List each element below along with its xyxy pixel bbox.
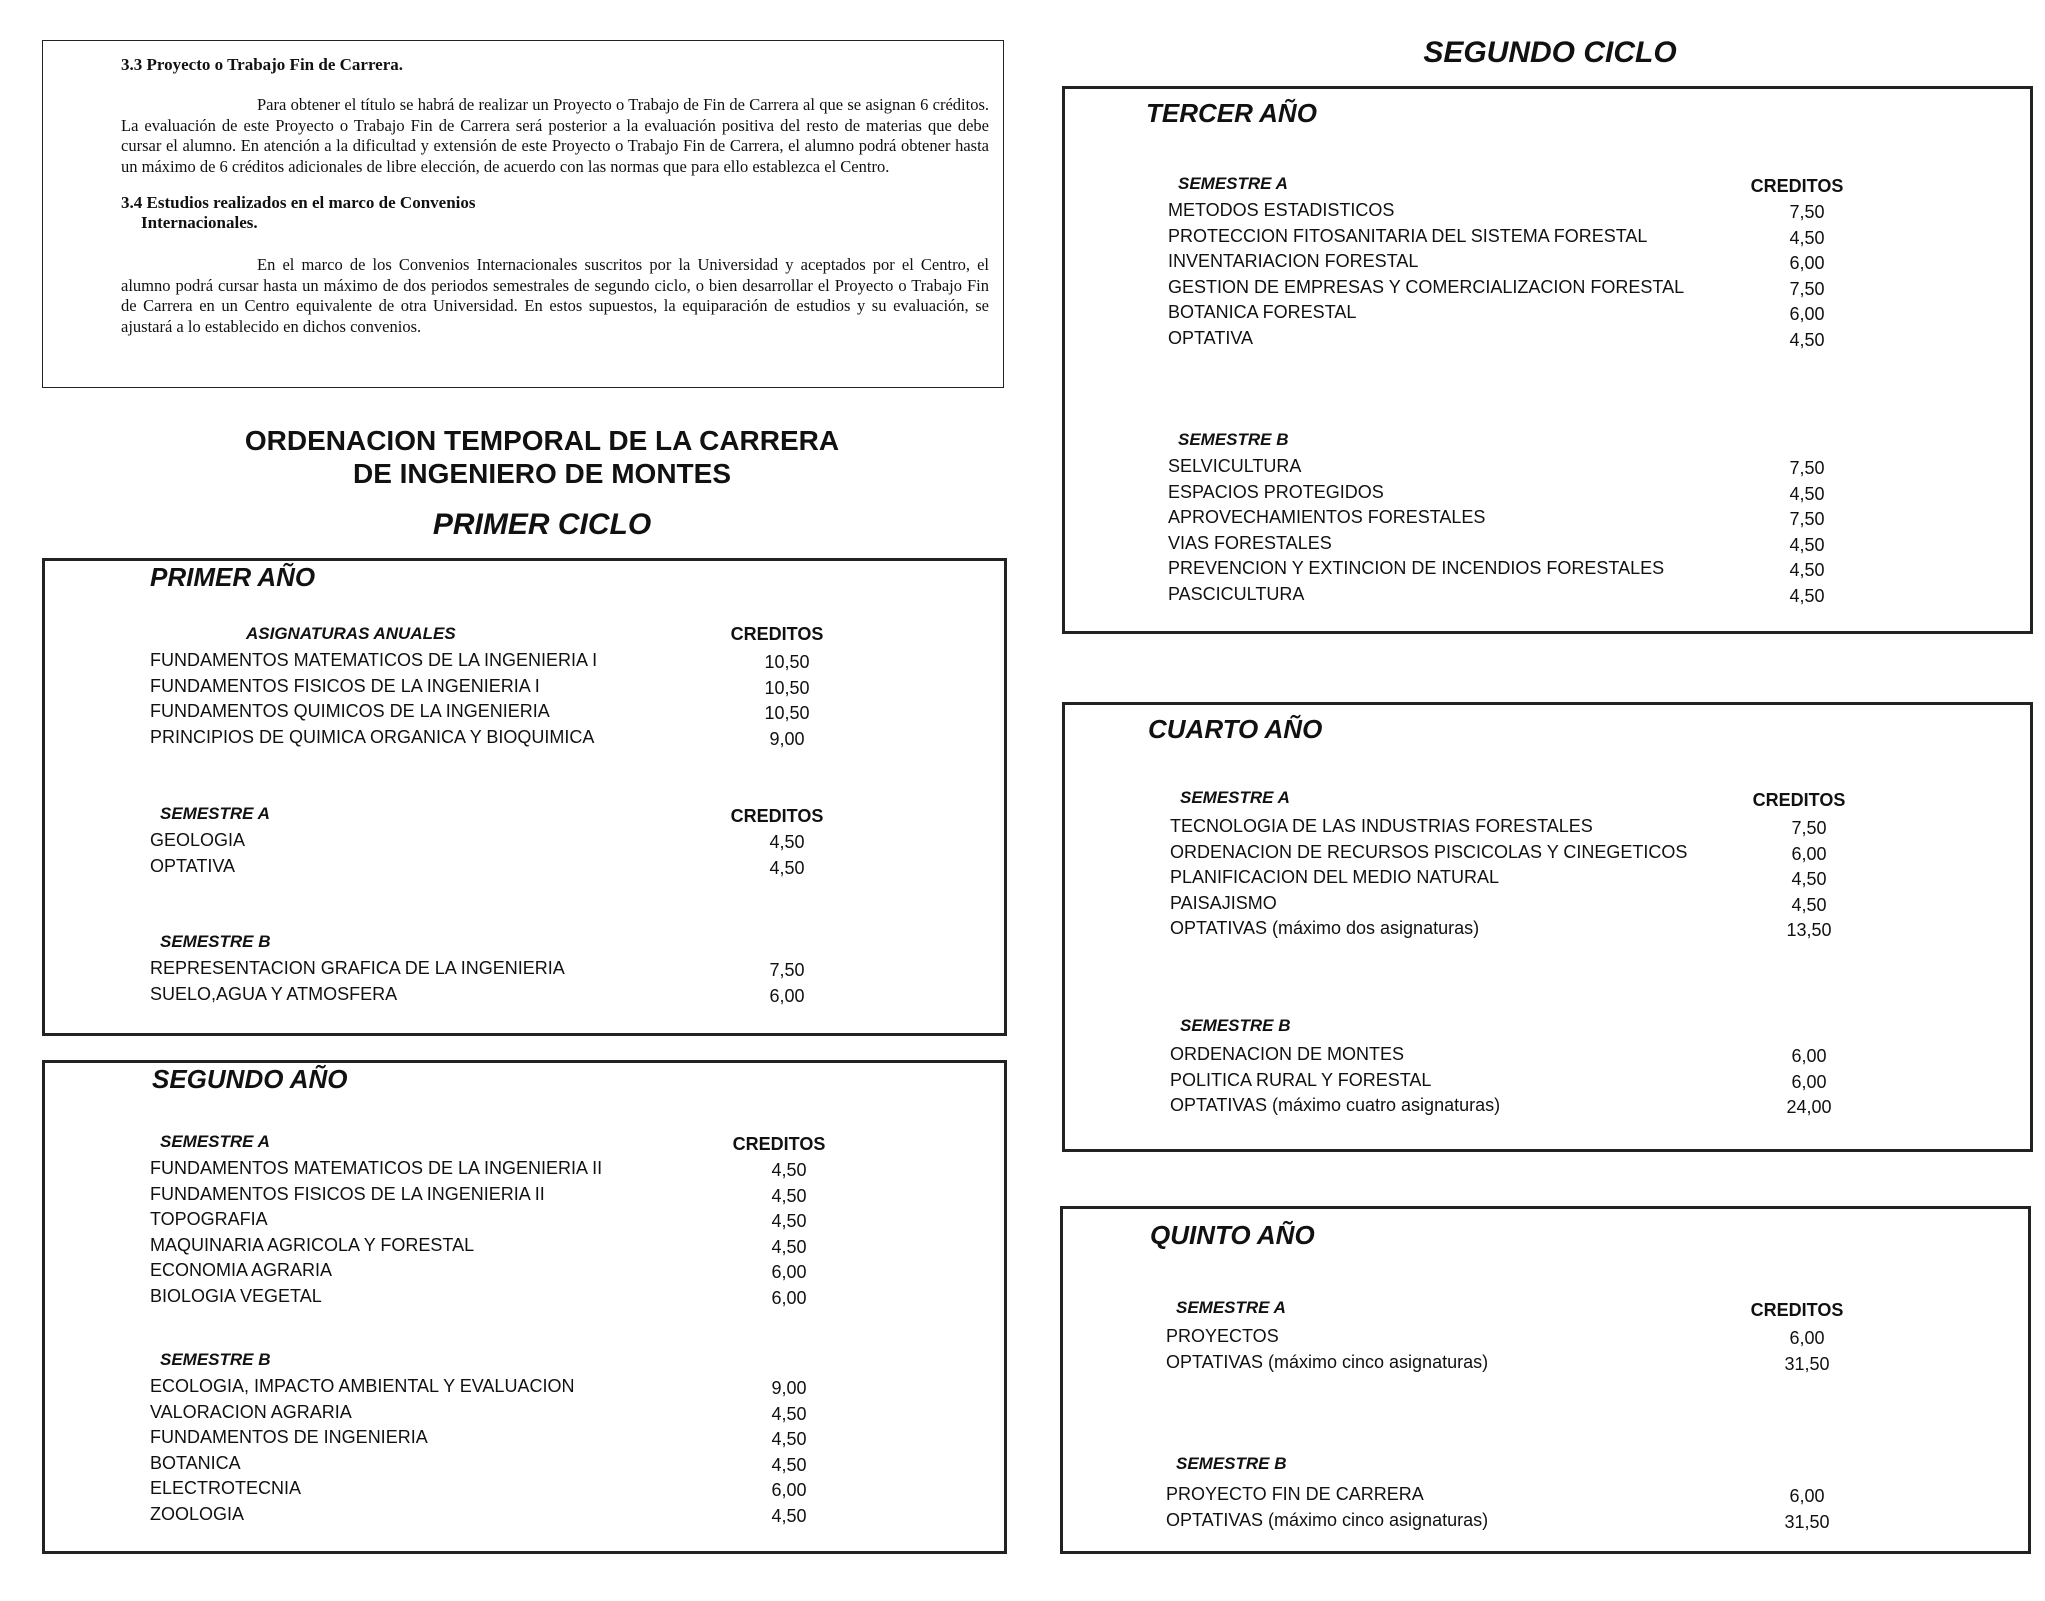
course-name: FUNDAMENTOS MATEMATICOS DE LA INGENIERIA II xyxy=(150,1158,603,1178)
credits-column-header: CREDITOS xyxy=(732,1134,826,1154)
segundo-ciclo-heading: SEGUNDO CICLO xyxy=(1423,36,1677,69)
course-name: POLITICA RURAL Y FORESTAL xyxy=(1170,1069,1432,1090)
group-header: SEMESTRE A xyxy=(1176,1298,1286,1317)
group-header: SEMESTRE A xyxy=(160,804,270,823)
course-credits: 4,50 xyxy=(1789,330,1825,350)
course-name: BOTANICA FORESTAL xyxy=(1168,302,1357,323)
course-name: TOPOGRAFIA xyxy=(150,1209,268,1230)
year-title-y3: TERCER AÑO xyxy=(1146,98,1317,128)
course-name: OPTATIVAS (máximo cuatro asignaturas) xyxy=(1170,1095,1501,1116)
course-credits: 6,00 xyxy=(1789,304,1825,325)
course-credits: 7,50 xyxy=(1789,202,1825,222)
group-header: SEMESTRE B xyxy=(1180,1016,1291,1035)
page-title xyxy=(42,424,1042,490)
course-name: APROVECHAMIENTOS FORESTALES xyxy=(1168,507,1486,528)
credits-column-header: CREDITOS xyxy=(1750,1300,1844,1320)
credits-column-header: CREDITOS xyxy=(730,806,824,826)
course-name: GESTION DE EMPRESAS Y COMERCIALIZACION FORESTAL xyxy=(1168,276,1685,297)
group-header: SEMESTRE B xyxy=(1176,1454,1287,1473)
course-credits: 9,00 xyxy=(769,728,805,749)
credits-column-header: CREDITOS xyxy=(730,624,824,644)
course-credits: 7,50 xyxy=(1789,278,1825,299)
course-credits: 4,50 xyxy=(1789,560,1825,581)
course-name: PRINCIPIOS DE QUIMICA ORGANICA Y BIOQUIMICA xyxy=(150,726,595,747)
group-header: SEMESTRE A xyxy=(160,1132,270,1151)
course-credits: 6,00 xyxy=(1789,1486,1825,1506)
course-name: OPTATIVA xyxy=(150,855,236,876)
course-credits: 6,00 xyxy=(771,1288,807,1308)
course-name: ZOOLOGIA xyxy=(150,1504,245,1524)
course-name: OPTATIVAS (máximo cinco asignaturas) xyxy=(1166,1351,1489,1372)
course-name: PREVENCION Y EXTINCION DE INCENDIOS FORESTALES xyxy=(1168,558,1665,579)
course-name: FUNDAMENTOS QUIMICOS DE LA INGENIERIA xyxy=(150,701,550,722)
course-name: METODOS ESTADISTICOS xyxy=(1168,200,1395,220)
section-3-4-text: En el marco de los Convenios Internacionales suscritos por la Universidad y aceptados por el Centro, el alumno podrá cursar hasta un máximo de dos periodos semestrales de segundo ciclo, o bien desarrollar el Proyecto o Trabajo Fin de Carrera en un Centro equivalente de otra Universidad. En estos supuestos, la equiparación de estudios y su evaluación, se ajustará a lo establecido en dichos convenios. xyxy=(121,255,989,336)
group-header: SEMESTRE B xyxy=(160,932,271,951)
course-name: ORDENACION DE RECURSOS PISCICOLAS Y CINEGETICOS xyxy=(1170,841,1688,862)
course-credits: 6,00 xyxy=(1791,1071,1827,1092)
course-credits: 4,50 xyxy=(1789,586,1825,606)
course-credits: 9,00 xyxy=(771,1378,807,1398)
course-credits: 31,50 xyxy=(1784,1353,1830,1374)
course-name: GEOLOGIA xyxy=(150,830,246,850)
credits-column-header: CREDITOS xyxy=(1750,176,1844,196)
year-title-y2: SEGUNDO AÑO xyxy=(152,1064,348,1094)
course-name: BIOLOGIA VEGETAL xyxy=(150,1286,322,1306)
course-name: FUNDAMENTOS FISICOS DE LA INGENIERIA I xyxy=(150,675,540,696)
group-header: SEMESTRE A xyxy=(1178,174,1288,193)
course-credits: 4,50 xyxy=(1789,483,1825,504)
course-credits: 7,50 xyxy=(1791,818,1827,838)
course-name: INVENTARIACION FORESTAL xyxy=(1168,251,1419,272)
course-name: FUNDAMENTOS FISICOS DE LA INGENIERIA II xyxy=(150,1183,545,1204)
course-credits: 6,00 xyxy=(769,985,805,1006)
course-credits: 4,50 xyxy=(771,1454,807,1475)
course-name: PROYECTO FIN DE CARRERA xyxy=(1166,1484,1424,1504)
course-name: BOTANICA xyxy=(150,1452,241,1473)
course-credits: 10,50 xyxy=(764,677,810,698)
course-credits: 4,50 xyxy=(771,1185,807,1206)
course-name: OPTATIVAS (máximo dos asignaturas) xyxy=(1170,918,1480,939)
course-name: PASCICULTURA xyxy=(1168,584,1305,604)
course-credits: 4,50 xyxy=(771,1506,807,1526)
course-name: SELVICULTURA xyxy=(1168,456,1302,476)
course-credits: 6,00 xyxy=(771,1262,807,1283)
course-credits: 31,50 xyxy=(1784,1511,1830,1532)
section-3-3-heading: 3.3 Proyecto o Trabajo Fin de Carrera. xyxy=(121,55,404,74)
rules-section xyxy=(42,40,1004,388)
course-name: ESPACIOS PROTEGIDOS xyxy=(1168,481,1384,502)
course-name: REPRESENTACION GRAFICA DE LA INGENIERIA xyxy=(150,958,565,978)
course-credits: 10,50 xyxy=(764,703,810,724)
section-3-4-heading-line1: 3.4 Estudios realizados en el marco de Convenios xyxy=(121,193,476,212)
course-name: ECOLOGIA, IMPACTO AMBIENTAL Y EVALUACION xyxy=(150,1376,575,1396)
year-title-y4: CUARTO AÑO xyxy=(1148,714,1323,744)
course-credits: 4,50 xyxy=(769,832,805,852)
course-name: PROYECTOS xyxy=(1166,1326,1279,1346)
group-header: SEMESTRE B xyxy=(160,1350,271,1369)
course-name: PAISAJISMO xyxy=(1170,892,1277,913)
course-credits: 6,00 xyxy=(1791,843,1827,864)
course-name: VALORACION AGRARIA xyxy=(150,1401,352,1422)
group-header: SEMESTRE A xyxy=(1180,788,1290,807)
course-credits: 4,50 xyxy=(1789,227,1825,248)
course-credits: 4,50 xyxy=(1791,894,1827,915)
section-3-3-text: Para obtener el título se habrá de realizar un Proyecto o Trabajo de Fin de Carrera al que se asignan 6 créditos. La evaluación de este Proyecto o Trabajo Fin de Carrera será posterior a la evaluación positiva del resto de materias que debe cursar el alumno. En atención a la dificultad y extensión de este Proyecto o Trabajo Fin de Carrera, el alumno podrá obtener hasta un máximo de 6 créditos adicionales de libre elección, de acuerdo con las normas que para ello establezca el Centro. xyxy=(121,95,989,176)
course-credits: 4,50 xyxy=(771,1211,807,1232)
course-credits: 4,50 xyxy=(771,1236,807,1257)
section-3-4-heading xyxy=(121,193,989,233)
course-credits: 6,00 xyxy=(1791,1046,1827,1066)
course-credits: 6,00 xyxy=(771,1480,807,1501)
page-title-line2: DE INGENIERO DE MONTES xyxy=(352,458,732,489)
course-name: VIAS FORESTALES xyxy=(1168,532,1332,553)
primer-ciclo-heading: PRIMER CICLO xyxy=(432,508,652,541)
course-name: SUELO,AGUA Y ATMOSFERA xyxy=(150,983,398,1004)
course-credits: 24,00 xyxy=(1786,1097,1832,1118)
course-name: FUNDAMENTOS DE INGENIERIA xyxy=(150,1427,428,1448)
course-credits: 4,50 xyxy=(771,1160,807,1180)
course-name: FUNDAMENTOS MATEMATICOS DE LA INGENIERIA I xyxy=(150,650,598,670)
course-name: PROTECCION FITOSANITARIA DEL SISTEMA FORESTAL xyxy=(1168,225,1648,246)
course-name: ECONOMIA AGRARIA xyxy=(150,1260,333,1281)
course-credits: 7,50 xyxy=(1789,458,1825,478)
course-credits: 4,50 xyxy=(769,857,805,878)
course-credits: 6,00 xyxy=(1789,253,1825,274)
course-credits: 4,50 xyxy=(1791,869,1827,890)
course-credits: 7,50 xyxy=(1789,509,1825,530)
section-3-4-heading-line2: Internacionales. xyxy=(141,213,258,232)
group-header: SEMESTRE B xyxy=(1178,430,1289,449)
course-name: OPTATIVAS (máximo cinco asignaturas) xyxy=(1166,1509,1489,1530)
credits-column-header: CREDITOS xyxy=(1752,790,1846,810)
group-header: ASIGNATURAS ANUALES xyxy=(246,624,456,643)
course-name: TECNOLOGIA DE LAS INDUSTRIAS FORESTALES xyxy=(1170,816,1593,836)
course-credits: 10,50 xyxy=(764,652,810,672)
course-credits: 7,50 xyxy=(769,960,805,980)
course-credits: 4,50 xyxy=(771,1403,807,1424)
course-name: ORDENACION DE MONTES xyxy=(1170,1044,1405,1064)
course-name: MAQUINARIA AGRICOLA Y FORESTAL xyxy=(150,1234,475,1255)
course-name: PLANIFICACION DEL MEDIO NATURAL xyxy=(1170,867,1500,888)
year-title-y1: PRIMER AÑO xyxy=(150,562,316,592)
course-name: OPTATIVA xyxy=(1168,328,1254,348)
course-name: ELECTROTECNIA xyxy=(150,1478,302,1499)
year-title-y5: QUINTO AÑO xyxy=(1150,1220,1315,1250)
course-credits: 4,50 xyxy=(771,1429,807,1450)
course-credits: 13,50 xyxy=(1786,920,1832,941)
course-credits: 4,50 xyxy=(1789,534,1825,555)
page-title-line1: ORDENACION TEMPORAL DE LA CARRERA xyxy=(244,425,840,456)
course-credits: 6,00 xyxy=(1789,1328,1825,1348)
